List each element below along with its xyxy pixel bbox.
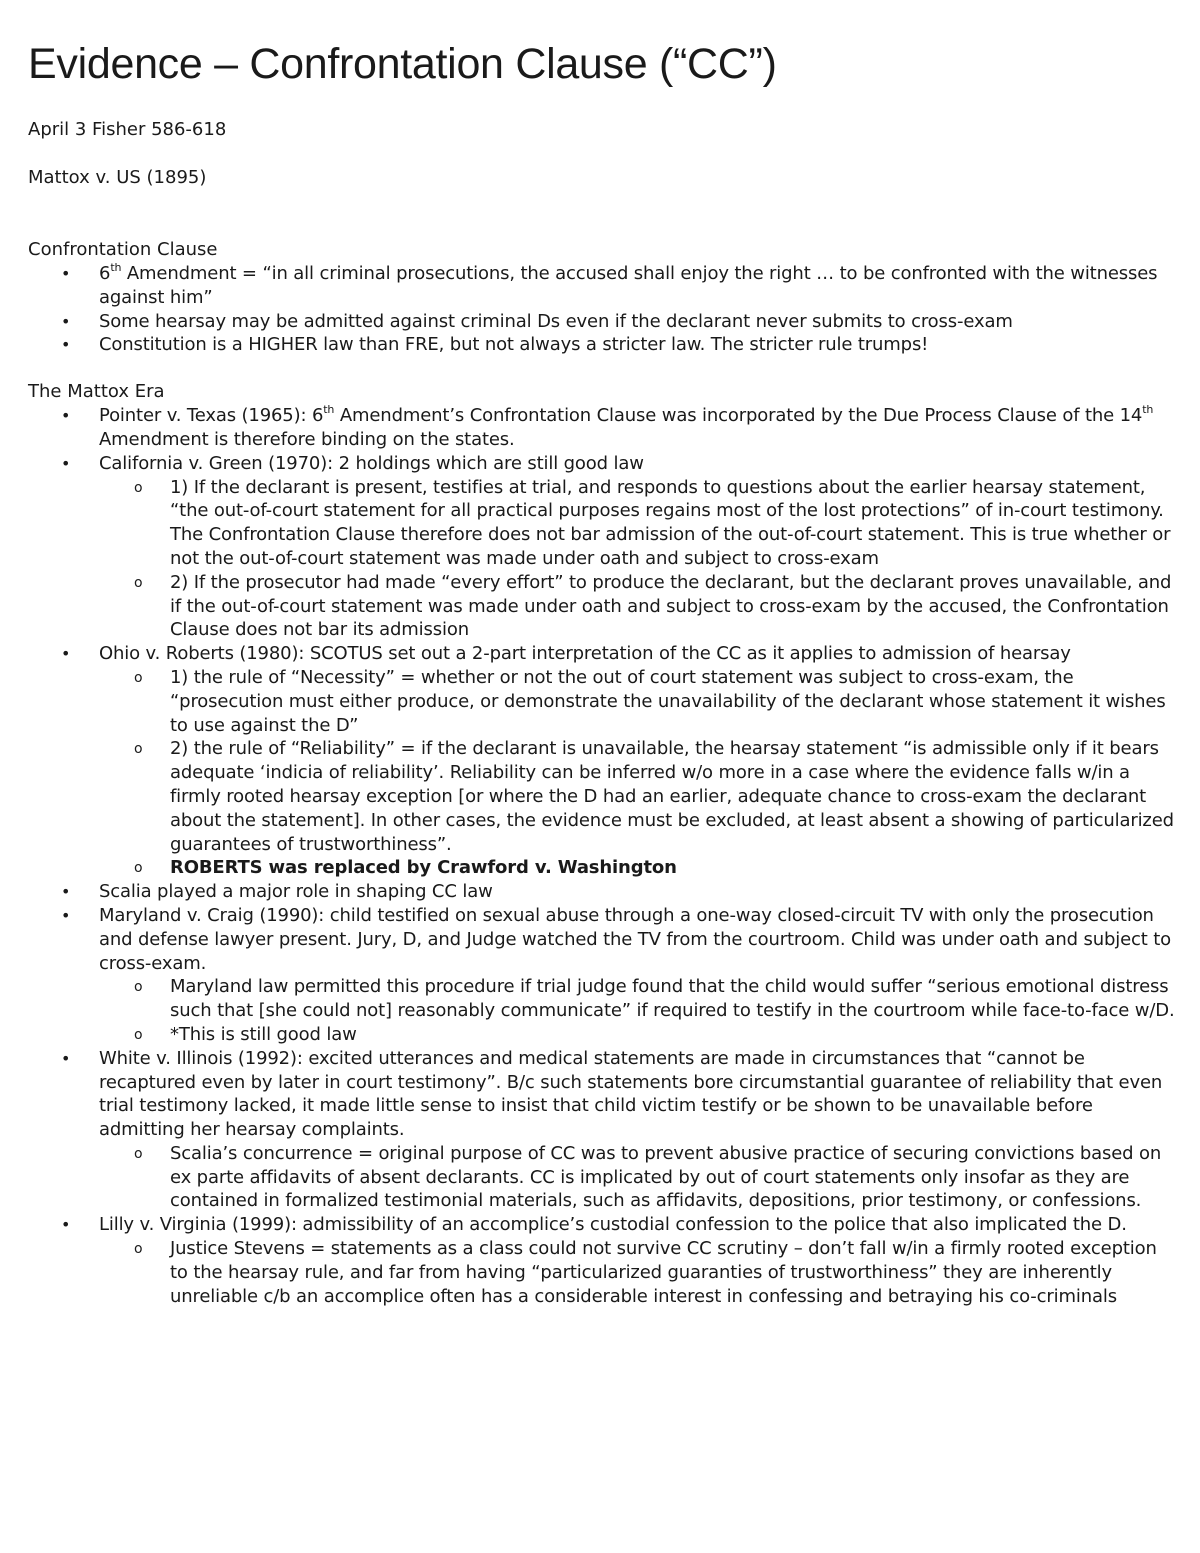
bullet-icon: •	[61, 882, 71, 902]
list-item-green: • California v. Green (1970): 2 holdings which are still good law o 1) If the declarant is present, testifies at trial, and responds to questions about the earlier hearsay statement, “the out-of-court statement for all practical purposes regains most of the lost protections” of in-court testimony. The Confrontation Clause therefore does not bar admission of the out-of-court statement. This is true whether or not the out-of-court statement was made under oath and subject to cross-exam o 2) If the prosecutor had made “every effort” to produce the declarant, but the declarant proves unavailable, and if the out-of-court statement was made under oath and subject to cross-exam by the accused, the Confrontation Clause does not bar its admission	[28, 452, 1178, 642]
list-item: • Constitution is a HIGHER law than FRE, but not always a stricter law. The stricter rule trumps!	[61, 334, 929, 356]
roberts-sublist	[99, 666, 1178, 880]
list-item-pointer: • Pointer v. Texas (1965): 6th Amendment’s Confrontation Clause was incorporated by the Due Process Clause of the 14th Amendment is therefore binding on the states.	[61, 403, 1154, 450]
sub-bullet-icon: o	[134, 1145, 143, 1162]
bullet-icon: •	[61, 453, 71, 473]
list-item-scalia: • Scalia played a major role in shaping CC law	[61, 881, 493, 903]
sub-list-item: o Maryland law permitted this procedure if trial judge found that the child would suffer “serious emotional distress such that [she could not] reasonably communicate” if required to testify in the courtroom while face-to-face w/D.	[134, 976, 1175, 1022]
confrontation-clause-list	[28, 262, 1178, 357]
sub-bullet-icon: o	[134, 1026, 143, 1043]
bullet-icon: •	[61, 335, 71, 355]
bullet-icon: •	[61, 1048, 71, 1068]
sub-bullet-icon: o	[134, 741, 143, 758]
bullet-icon: •	[61, 1215, 71, 1235]
list-item-white: • White v. Illinois (1992): excited utterances and medical statements are made in circumstances that “cannot be recaptured even by later in court testimony”. B/c such statements bore circumstantial guarantee of reliability that even trial testimony lacked, it made little sense to insist that child victim testify or be shown to be unavailable before admitting her hearsay complaints. o Scalia’s concurrence = original purpose of CC was to prevent abusive practice of securing convictions based on ex parte affidavits of absent declarants. CC is implicated by out of court statements only insofar as they are contained in formalized testimonial materials, such as affidavits, depositions, prior testimony, or confessions.	[28, 1047, 1178, 1214]
bullet-icon: •	[61, 905, 71, 925]
sub-list-item: o *This is still good law	[99, 1023, 1178, 1047]
page-title: Evidence – Confrontation Clause (“CC”)	[28, 40, 777, 88]
bullet-icon: •	[61, 311, 71, 331]
craig-sublist	[99, 975, 1178, 1046]
lilly-sublist	[99, 1237, 1178, 1308]
sub-bullet-icon: o	[134, 979, 143, 996]
sub-list-item: o 2) If the prosecutor had made “every effort” to produce the declarant, but the declarant proves unavailable, and if the out-of-court statement was made under oath and subject to cross-exam by the accused, the Confrontation Clause does not bar its admission	[134, 571, 1172, 641]
date-reading-line: April 3 Fisher 586-618	[28, 119, 227, 140]
list-item: • 6th Amendment = “in all criminal prosecutions, the accused shall enjoy the right … to be confronted with the witnesses against him”	[61, 261, 1158, 308]
sub-list-item-roberts-replaced: o ROBERTS was replaced by Crawford v. Washington	[99, 856, 1178, 880]
sub-list-item: o 1) the rule of “Necessity” = whether or not the out of court statement was subject to cross-exam, the “prosecution must either produce, or demonstrate the unavailability of the declarant whose statement it wishes to use against the D”	[134, 666, 1166, 736]
sub-bullet-icon: o	[134, 479, 143, 496]
sub-list-item: o 2) the rule of “Reliability” = if the declarant is unavailable, the hearsay statement “is admissible only if it bears adequate ‘indicia of reliability’. Reliability can be inferred w/o more in a case where the evidence falls w/in a firmly rooted hearsay exception [or where the D had an earlier, adequate chance to cross-exam the declarant about the statement]. In other cases, the evidence must be excluded, at least absent a showing of particularized guarantees of trustworthiness”.	[134, 738, 1174, 855]
list-item: • Some hearsay may be admitted against criminal Ds even if the declarant never submits to cross-exam	[61, 310, 1013, 332]
section-heading-confrontation-clause: Confrontation Clause	[28, 239, 218, 260]
bullet-icon: •	[61, 406, 71, 426]
case-heading: Mattox v. US (1895)	[28, 167, 207, 188]
sub-list-item: o Scalia’s concurrence = original purpose of CC was to prevent abusive practice of securing convictions based on ex parte affidavits of absent declarants. CC is implicated by out of court statements only insofar as they are contained in formalized testimonial materials, such as affidavits, depositions, prior testimony, or confessions.	[134, 1142, 1162, 1212]
sub-bullet-icon: o	[134, 574, 143, 591]
list-item-roberts: • Ohio v. Roberts (1980): SCOTUS set out a 2-part interpretation of the CC as it applies to admission of hearsay o 1) the rule of “Necessity” = whether or not the out of court statement was subject to cross-exam, the “prosecution must either produce, or demonstrate the unavailability of the declarant whose statement it wishes to use against the D” o 2) the rule of “Reliability” = if the declarant is unavailable, the hearsay statement “is admissible only if it bears adequate ‘indicia of reliability’. Reliability can be inferred w/o more in a case where the evidence falls w/in a firmly rooted hearsay exception [or where the D had an earlier, adequate chance to cross-exam the declarant about the statement]. In other cases, the evidence must be excluded, at least absent a showing of particularized guarantees of trustworthiness”. o ROBERTS was replaced by Crawford v. Washington	[28, 642, 1178, 880]
sub-bullet-icon: o	[134, 669, 143, 686]
sub-bullet-icon: o	[134, 860, 143, 877]
sub-list-item: o 1) If the declarant is present, testifies at trial, and responds to questions about the earlier hearsay statement, “the out-of-court statement for all practical purposes regains most of the lost protections” of in-court testimony. The Confrontation Clause therefore does not bar admission of the out-of-court statement. This is true whether or not the out-of-court statement was made under oath and subject to cross-exam	[134, 476, 1171, 569]
sub-list-item: o Justice Stevens = statements as a class could not survive CC scrutiny – don’t fall w/in a firmly rooted exception to the hearsay rule, and far from having “particularized guaranties of trustworthiness” they are inherently unreliable c/b an accomplice often has a considerable interest in confessing and betraying his co-criminals	[134, 1238, 1157, 1307]
document-page	[28, 34, 1178, 1308]
mattox-era-list	[28, 404, 1178, 1308]
bullet-icon: •	[61, 264, 71, 283]
sub-bullet-icon: o	[134, 1241, 143, 1258]
green-sublist	[99, 476, 1178, 643]
list-item-craig: • Maryland v. Craig (1990): child testified on sexual abuse through a one-way closed-circuit TV with only the prosecution and defense lawyer present. Jury, D, and Judge watched the TV from the courtroom. Child was under oath and subject to cross-exam. o Maryland law permitted this procedure if trial judge found that the child would suffer “serious emotional distress such that [she could not] reasonably communicate” if required to testify in the courtroom while face-to-face w/D. o *This is still good law	[28, 904, 1178, 1047]
section-heading-mattox-era: The Mattox Era	[28, 381, 165, 403]
bullet-icon: •	[61, 644, 71, 664]
list-item-lilly: • Lilly v. Virginia (1999): admissibility of an accomplice’s custodial confession to the police that also implicated the D. o Justice Stevens = statements as a class could not survive CC scrutiny – don’t fall w/in a firmly rooted exception to the hearsay rule, and far from having “particularized guaranties of trustworthiness” they are inherently unreliable c/b an accomplice often has a considerable interest in confessing and betraying his co-criminals	[28, 1213, 1178, 1308]
white-sublist	[99, 1142, 1178, 1213]
